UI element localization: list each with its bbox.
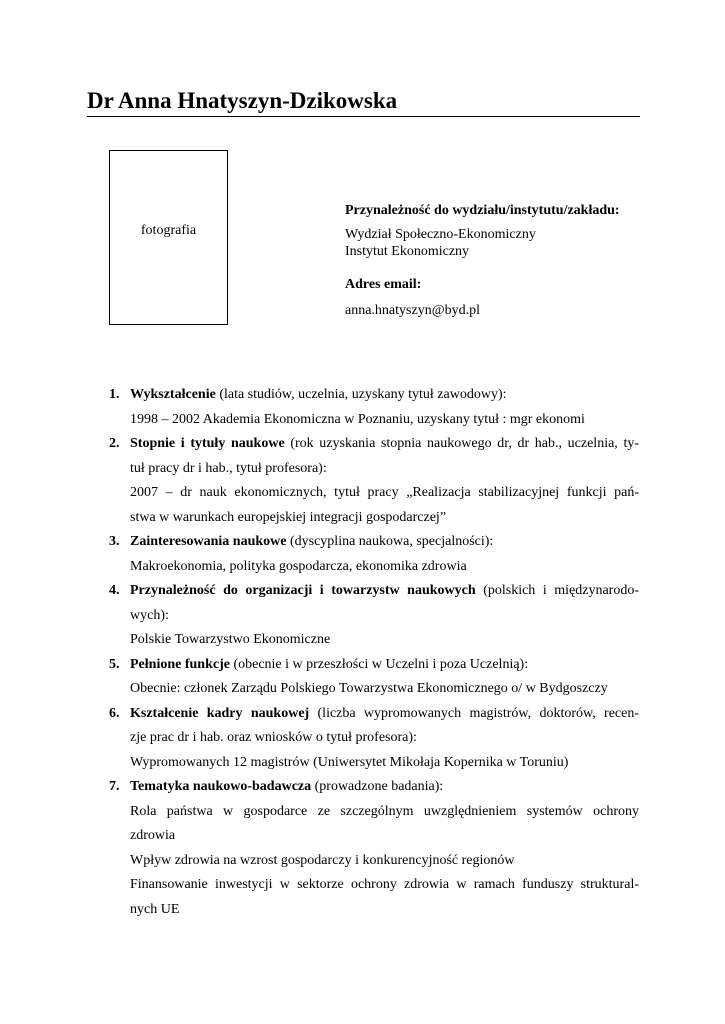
section-content-line: Polskie Towarzystwo Ekonomiczne [130, 632, 331, 647]
section-description: (lata studiów, uczelnia, uzyskany tytuł zawodowy): [215, 387, 507, 402]
section-content-line: Obecnie: członek Zarządu Polskiego Towarzystwa Ekonomicznego o/ w Bydgoszczy [130, 681, 608, 696]
section-content-line: Rola państwa w gospodarce ze szczególnym uwzględnieniem systemów ochrony [130, 803, 639, 819]
section-content-line: 1998 – 2002 Akademia Ekonomiczna w Poznaniu, uzyskany tytuł : mgr ekonomi [130, 411, 585, 427]
section-number: 7. [109, 779, 120, 794]
section-content-line: zdrowia [130, 828, 176, 843]
section-functions [109, 653, 639, 702]
section-content-line: tuł pracy dr i hab., tytuł profesora): [130, 460, 327, 476]
section-content-line: nych UE [130, 901, 180, 917]
section-heading: Zainteresowania naukowe [130, 534, 287, 549]
section-research-topics [109, 775, 639, 922]
section-description: (prowadzone badania): [311, 779, 444, 794]
section-description: (liczba wypromowanych magistrów, doktorów, recen- [309, 705, 639, 721]
section-interests [109, 530, 639, 579]
affiliation-label: Przynależność do wydziału/instytutu/zakładu: [345, 203, 620, 218]
photo-placeholder [109, 150, 228, 325]
section-heading: Tematyka naukowo-badawcza [130, 779, 312, 794]
page-title: Dr Anna Hnatyszyn-Dzikowska [87, 86, 640, 117]
section-heading-line [130, 432, 639, 457]
section-number: 1. [109, 387, 120, 402]
section-content-line: zje prac dr i hab. oraz wniosków o tytuł profesora): [130, 730, 417, 745]
photo-label: fotografia [140, 223, 197, 238]
section-content-line: Wypromowanych 12 magistrów (Uniwersytet Mikołaja Kopernika w Toruniu) [130, 754, 569, 770]
section-number: 3. [109, 534, 120, 549]
section-number: 2. [109, 436, 120, 451]
section-heading-line [130, 775, 639, 800]
section-number: 6. [109, 705, 120, 721]
section-heading: Przynależność do organizacji i towarzystw naukowych [130, 583, 476, 598]
section-memberships [109, 579, 639, 653]
section-heading: Pełnione funkcje [130, 656, 230, 672]
email-label: Adres email: [345, 277, 422, 292]
section-description: (dyscyplina naukowa, specjalności): [286, 534, 494, 549]
section-heading-line [130, 653, 639, 678]
section-content-line: wych): [130, 607, 169, 623]
section-content-line: Finansowanie inwestycji w sektorze ochrony zdrowia w ramach funduszy struktural- [130, 877, 639, 892]
email-address: anna.hnatyszyn@byd.pl [345, 303, 480, 318]
section-description: (rok uzyskania stopnia naukowego dr, dr hab., uczelnia, ty- [284, 436, 640, 451]
section-heading-line [130, 579, 639, 604]
section-content-line: Makroekonomia, polityka gospodarcza, ekonomika zdrowia [130, 558, 467, 574]
section-heading-line [130, 530, 639, 555]
section-description: (polskich i międzynarodo- [475, 583, 639, 598]
section-number: 5. [109, 656, 120, 672]
cv-sections [109, 383, 639, 922]
affiliation-institute: Instytut Ekonomiczny [345, 244, 470, 259]
section-content-line: Wpływ zdrowia na wzrost gospodarczy i konkurencyjność regionów [130, 852, 515, 868]
section-content-line: stwa w warunkach europejskiej integracji gospodarczej” [130, 509, 447, 525]
section-number: 4. [109, 583, 120, 598]
section-heading: Kształcenie kadry naukowej [130, 705, 310, 721]
section-degrees [109, 432, 639, 530]
section-content-line: 2007 – dr nauk ekonomicznych, tytuł pracy „Realizacja stabilizacyjnej funkcji pań- [130, 485, 639, 500]
section-staff-training [109, 702, 639, 776]
section-heading: Wykształcenie [130, 387, 216, 402]
section-education [109, 383, 639, 432]
affiliation-faculty: Wydział Społeczno-Ekonomiczny [345, 227, 536, 242]
section-heading: Stopnie i tytuły naukowe [130, 436, 285, 451]
section-heading-line [130, 383, 639, 408]
section-heading-line [130, 702, 639, 727]
section-description: (obecnie i w przeszłości w Uczelni i poza Uczelnią): [229, 656, 529, 672]
